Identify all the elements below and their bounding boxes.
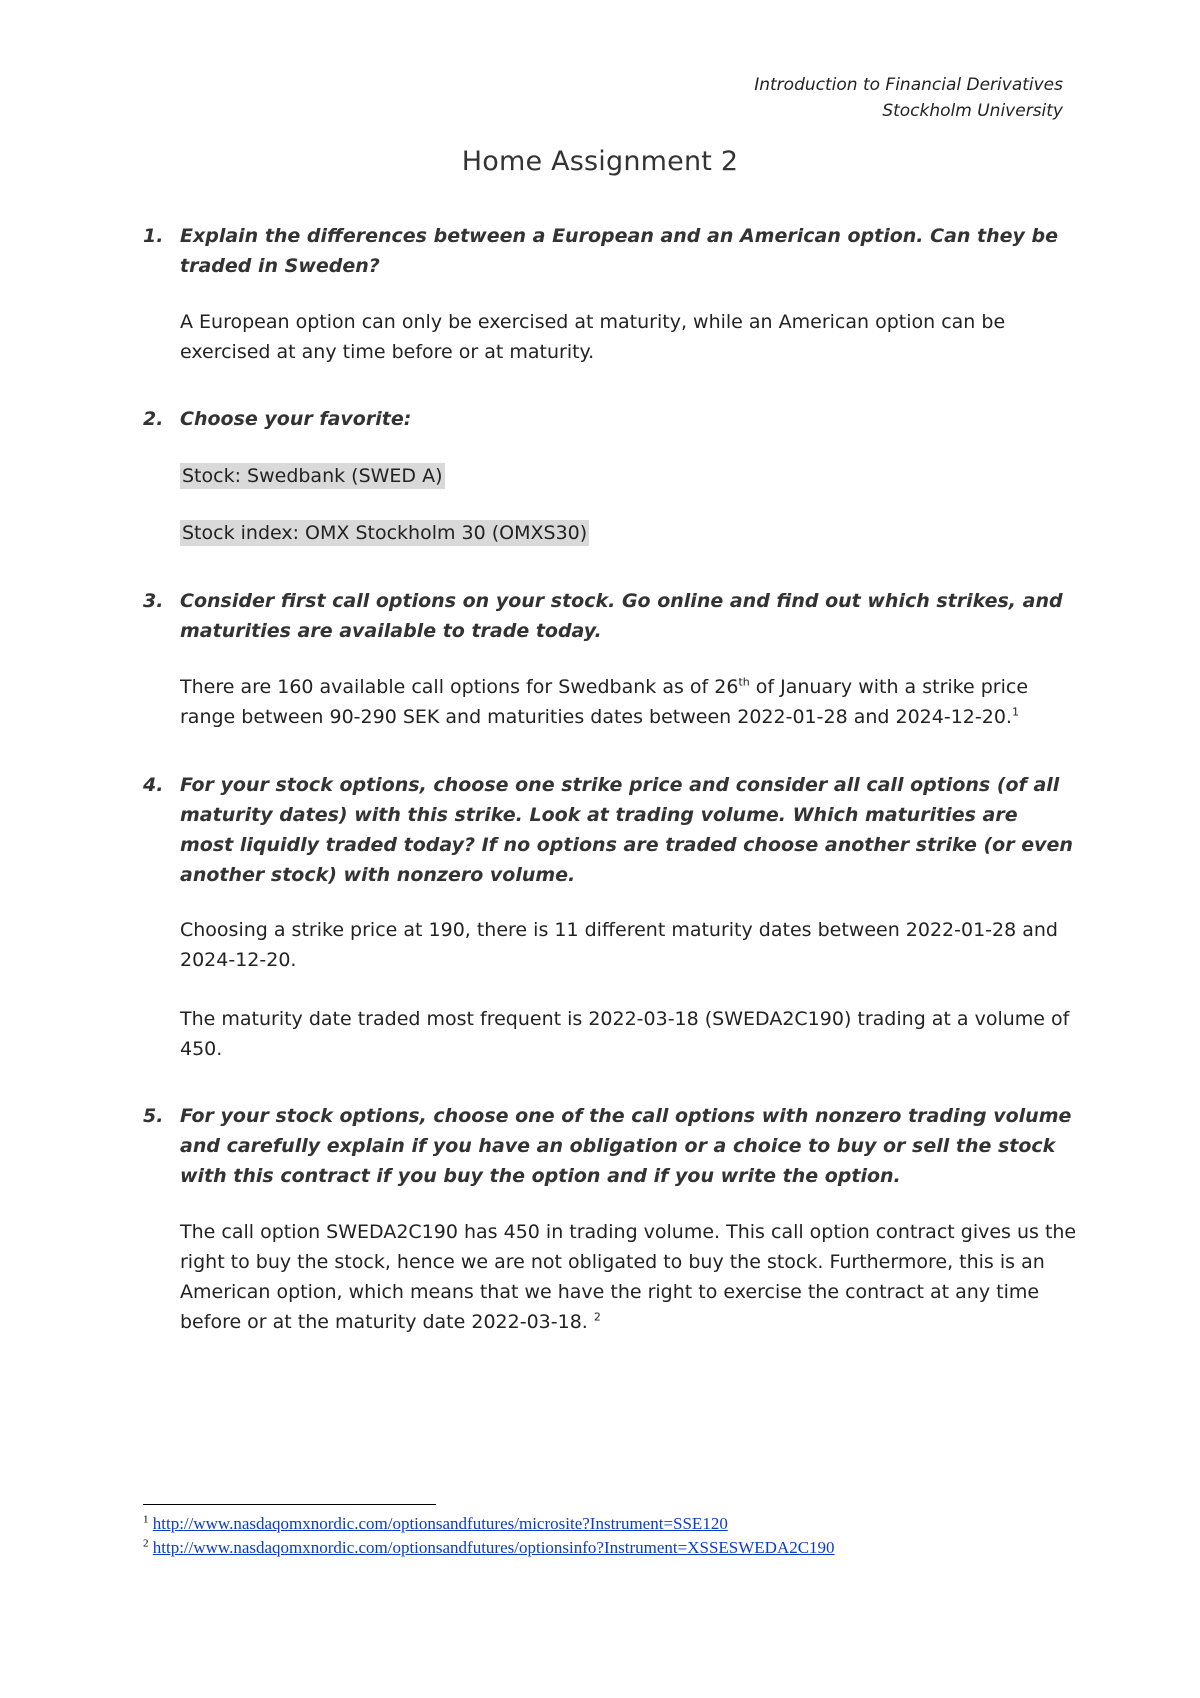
highlighted-stock: Stock: Swedbank (SWED A)	[182, 465, 443, 487]
question-1	[143, 221, 1073, 281]
answer-4-part-1: Choosing a strike price at 190, there is 11 different maturity dates between 2022-01-28 and 2024-12-20.	[180, 919, 1058, 971]
page-title: Home Assignment 2	[461, 146, 739, 177]
answer-2-stock	[180, 461, 1080, 491]
answer-3	[180, 672, 1080, 732]
ordinal-suffix: th	[738, 675, 750, 689]
highlighted-index: Stock index: OMX Stockholm 30 (OMXS30)	[182, 522, 588, 544]
page-header	[754, 72, 1063, 124]
answer-text: The call option SWEDA2C190 has 450 in trading volume. This call option contract gives us the right to buy the stock, hence we are not obligated to buy the stock. Furthermore, this is an American option, which means that we have the right to exercise the contract at any time before or at the maturity date 2022-03-18.	[180, 1221, 1077, 1333]
question-number: 2.	[143, 408, 164, 430]
answer-5	[180, 1217, 1080, 1337]
question-3	[143, 586, 1073, 646]
question-text: For your stock options, choose one of the call options with nonzero trading volume and carefully explain if you have an obligation or a choice to buy or sell the stock with this contract if you buy the option and if you write the option.	[180, 1105, 1072, 1187]
question-text: Choose your favorite:	[180, 408, 412, 430]
footnote-link-2[interactable]: http://www.nasdaqomxnordic.com/optionsandfutures/optionsinfo?Instrument=XSSESWEDA2C190	[152, 1538, 835, 1557]
question-text: Consider first call options on your stock. Go online and find out which strikes, and maturities are available to trade today.	[180, 590, 1063, 642]
footnote-ref-1[interactable]: 1	[1011, 705, 1019, 719]
question-4	[143, 770, 1073, 890]
footnote-ref-2[interactable]: 2	[593, 1310, 601, 1324]
answer-text-part: There are 160 available call options for Swedbank as of 26	[180, 676, 739, 698]
question-5	[143, 1101, 1073, 1191]
footnote-mark: 2	[143, 1537, 149, 1550]
answer-text-part: of January with a strike price range between 90-290 SEK and maturities dates between 2022-01-28 and 2024-12-20.	[180, 676, 1029, 728]
answer-2-index	[180, 518, 1080, 548]
footnote-divider	[143, 1504, 436, 1505]
answer-1: A European option can only be exercised at maturity, while an American option can be exercised at any time before or at maturity.	[180, 311, 1006, 363]
question-number: 3.	[143, 590, 164, 612]
question-number: 4.	[143, 774, 164, 796]
footnote-1	[143, 1513, 728, 1535]
answer-4-part-2: The maturity date traded most frequent is 2022-03-18 (SWEDA2C190) trading at a volume of 450.	[180, 1008, 1070, 1060]
question-number: 1.	[143, 225, 164, 247]
header-course: Introduction to Financial Derivatives	[754, 75, 1063, 95]
footnote-link-1[interactable]: http://www.nasdaqomxnordic.com/optionsandfutures/microsite?Instrument=SSE120	[152, 1514, 728, 1533]
question-text: For your stock options, choose one strike price and consider all call options (of all maturity dates) with this strike. Look at trading volume. Which maturities are most liquidly traded today? If no options are traded choose another strike (or even another stock) with nonzero volume.	[180, 774, 1073, 886]
footnote-2	[143, 1537, 835, 1559]
header-university: Stockholm University	[882, 101, 1063, 121]
question-number: 5.	[143, 1105, 164, 1127]
question-text: Explain the differences between a European and an American option. Can they be traded in Sweden?	[180, 225, 1059, 277]
question-2	[143, 404, 1073, 434]
footnote-mark: 1	[143, 1513, 149, 1526]
